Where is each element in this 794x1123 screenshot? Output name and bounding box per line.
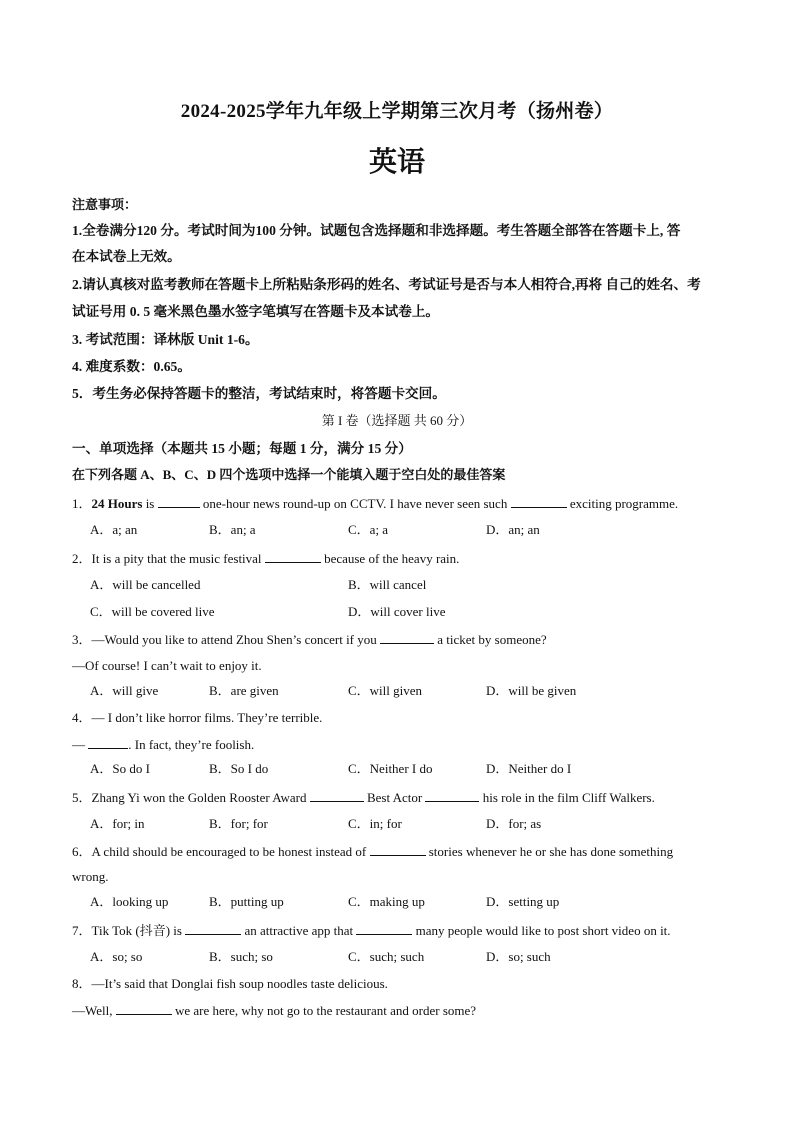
- q7-text-2: an attractive app that: [241, 923, 357, 938]
- question-6: [72, 842, 673, 861]
- q5-text-1: 5．Zhang Yi won the Golden Rooster Award: [72, 790, 310, 805]
- q2-option-c[interactable]: C．will be covered live: [90, 604, 215, 619]
- q3-text-2: a ticket by someone?: [434, 632, 547, 647]
- q4-reply-1: —: [72, 737, 89, 752]
- q1-option-c[interactable]: C．a; a: [348, 522, 389, 537]
- q6-option-c[interactable]: C．making up: [348, 894, 425, 909]
- q3-option-c[interactable]: C．will given: [348, 683, 423, 698]
- q4-reply: [72, 735, 254, 754]
- question-3: [72, 630, 547, 649]
- question-1: [72, 494, 678, 513]
- q7-option-a[interactable]: A．so; so: [90, 949, 143, 964]
- section-heading: 一、单项选择（本题共 15 小题；每题 1 分，满分 15 分）: [72, 441, 412, 456]
- q1-text-1: is: [142, 496, 158, 511]
- q3-option-b[interactable]: B．are given: [209, 683, 279, 698]
- q5-option-d[interactable]: D．for; as: [486, 816, 542, 831]
- q6-option-b[interactable]: B．putting up: [209, 894, 284, 909]
- part-heading: 第 I 卷（选择题 共 60 分）: [321, 413, 473, 428]
- q1-bold: 24 Hours: [91, 496, 143, 511]
- section-instruction: 在下列各题 A、B、C、D 四个选项中选择一个能填入题于空白处的最佳答案: [72, 467, 506, 482]
- note-3: 3. 考试范围：译林版 Unit 1-6。: [72, 332, 259, 347]
- q2-blank[interactable]: [265, 549, 321, 563]
- q6-text-2: stories whenever he or she has done something: [425, 844, 674, 859]
- q4-option-d[interactable]: D．Neither do I: [486, 761, 572, 776]
- q7-option-b[interactable]: B．such; so: [209, 949, 273, 964]
- q5-text-3: his role in the film Cliff Walkers.: [479, 790, 655, 805]
- note-2-line-1: 2.请认真核对监考教师在答题卡上所粘贴条形码的姓名、考试证号是否与本人相符合,再将 自己的姓名、考: [72, 277, 701, 292]
- q1-blank-1[interactable]: [158, 494, 200, 508]
- q4-option-a[interactable]: A．So do I: [90, 761, 150, 776]
- q4-option-b[interactable]: B．So I do: [209, 761, 269, 776]
- question-2: [72, 549, 459, 568]
- q7-blank-2[interactable]: [356, 921, 412, 935]
- note-1-line-1: 1.全卷满分120 分。考试时间为100 分钟。试题包含选择题和非选择题。考生答题全部答在答题卡上, 答: [72, 223, 681, 238]
- note-2-line-2: 试证号用 0. 5 毫米黑色墨水签字笔填写在答题卡及本试卷上。: [72, 304, 440, 319]
- q3-blank[interactable]: [380, 630, 434, 644]
- question-7: [72, 921, 671, 940]
- exam-title: 2024-2025学年九年级上学期第三次月考（扬州卷）: [180, 101, 614, 122]
- q2-text-2: because of the heavy rain.: [320, 551, 460, 566]
- q2-option-a[interactable]: A．will be cancelled: [90, 577, 201, 592]
- q1-option-a[interactable]: A．a; an: [90, 522, 138, 537]
- note-4: 4. 难度系数：0.65。: [72, 359, 191, 374]
- note-5: 5．考生务必保持答题卡的整洁，考试结束时，将答题卡交回。: [72, 386, 446, 401]
- question-5: [72, 788, 655, 807]
- question-4: 4．— I don’t like horror films. They’re terrible.: [72, 710, 323, 725]
- q1-option-d[interactable]: D．an; an: [486, 522, 540, 537]
- q8-reply-1: —Well,: [72, 1003, 116, 1018]
- q2-option-d[interactable]: D．will cover live: [348, 604, 446, 619]
- q5-text-2: Best Actor: [363, 790, 426, 805]
- q6-blank[interactable]: [370, 842, 426, 856]
- q7-blank-1[interactable]: [185, 921, 241, 935]
- q7-option-c[interactable]: C．such; such: [348, 949, 425, 964]
- q5-blank-2[interactable]: [425, 788, 479, 802]
- q5-blank-1[interactable]: [310, 788, 364, 802]
- q4-blank[interactable]: [88, 735, 128, 749]
- q5-option-a[interactable]: A．for; in: [90, 816, 145, 831]
- q7-text-1: 7．Tik Tok (抖音) is: [72, 923, 186, 938]
- q5-option-c[interactable]: C．in; for: [348, 816, 402, 831]
- q5-option-b[interactable]: B．for; for: [209, 816, 268, 831]
- notes-heading: 注意事项：: [72, 197, 138, 212]
- q6-text-wrap: wrong.: [72, 869, 109, 884]
- q6-option-d[interactable]: D．setting up: [486, 894, 560, 909]
- q4-option-c[interactable]: C．Neither I do: [348, 761, 433, 776]
- q6-text-1: 6．A child should be encouraged to be honest instead of: [72, 844, 370, 859]
- q8-blank[interactable]: [116, 1001, 172, 1015]
- q7-option-d[interactable]: D．so; such: [486, 949, 551, 964]
- q7-text-3: many people would like to post short video on it.: [412, 923, 671, 938]
- note-1-line-2: 在本试卷上无效。: [72, 249, 181, 264]
- q8-reply: [72, 1001, 476, 1020]
- q3-reply: —Of course! I can’t wait to enjoy it.: [72, 658, 262, 673]
- q1-text-2: one-hour news round-up on CCTV. I have never seen such: [199, 496, 511, 511]
- q2-option-b[interactable]: B．will cancel: [348, 577, 427, 592]
- q2-text-1: 2．It is a pity that the music festival: [72, 551, 265, 566]
- q3-option-a[interactable]: A．will give: [90, 683, 159, 698]
- q3-option-d[interactable]: D．will be given: [486, 683, 577, 698]
- question-8: 8．—It’s said that Donglai fish soup noodles taste delicious.: [72, 976, 388, 991]
- q1-number: 1．: [72, 496, 92, 511]
- q1-option-b[interactable]: B．an; a: [209, 522, 256, 537]
- q8-reply-2: we are here, why not go to the restaurant and order some?: [171, 1003, 477, 1018]
- q6-option-a[interactable]: A．looking up: [90, 894, 169, 909]
- q1-text-3: exciting programme.: [566, 496, 679, 511]
- q4-reply-2: . In fact, they’re foolish.: [128, 737, 255, 752]
- q3-text-1: 3．—Would you like to attend Zhou Shen’s concert if you: [72, 632, 381, 647]
- q1-blank-2[interactable]: [511, 494, 567, 508]
- exam-subject: 英语: [368, 145, 425, 178]
